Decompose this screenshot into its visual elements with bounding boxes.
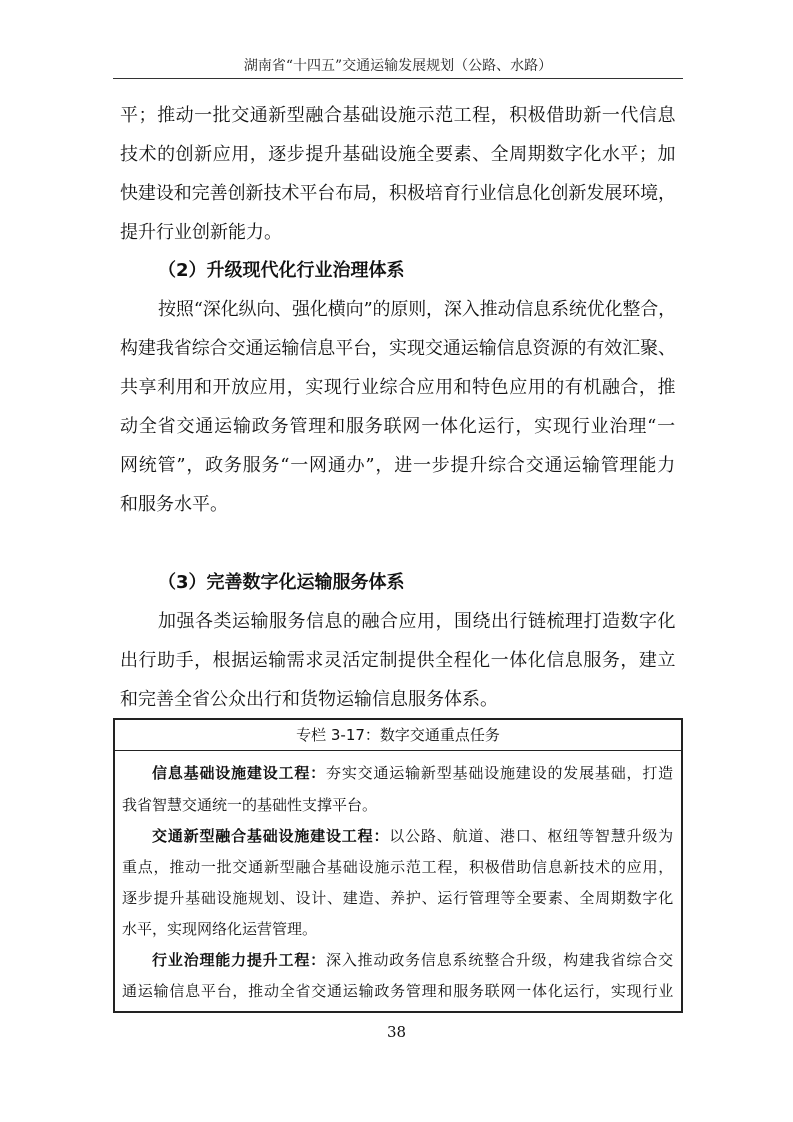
running-header: 湖南省“十四五”交通运输发展规划（公路、水路） — [243, 58, 553, 74]
item-label: 信息基础设施建设工程： — [152, 764, 326, 782]
text-line: 和服务水平。 — [120, 494, 228, 515]
header-rule — [113, 78, 683, 79]
box-line — [152, 763, 674, 783]
item-text: 深入推动政务信息系统整合升级，构建我省综合交 — [326, 951, 674, 969]
text-line: 出行助手，根据运输需求灵活定制提供全程化一体化信息服务，建立 — [120, 650, 676, 671]
text-line: 构建我省综合交通运输信息平台，实现交通运输信息资源的有效汇聚、 — [120, 338, 676, 359]
text-line: 提升行业创新能力。 — [120, 222, 282, 243]
section-heading: （3）完善数字化运输服务体系 — [158, 572, 405, 593]
item-label: 行业治理能力提升工程： — [152, 951, 326, 969]
box-line — [152, 950, 674, 970]
text-line: 平；推动一批交通新型融合基础设施示范工程，积极借助新一代信息 — [120, 105, 676, 126]
text-line: 和完善全省公众出行和货物运输信息服务体系。 — [120, 689, 498, 710]
item-label: 交通新型融合基础设施建设工程： — [152, 827, 390, 845]
box-line: 我省智慧交通统一的基础性支撑平台。 — [122, 796, 378, 814]
box-line — [152, 826, 674, 846]
text-line: 技术的创新应用，逐步提升基础设施全要素、全周期数字化水平；加 — [120, 144, 676, 165]
text-line: 网统管”，政务服务“一网通办”，进一步提升综合交通运输管理能力 — [120, 455, 676, 476]
text-line: 动全省交通运输政务管理和服务联网一体化运行，实现行业治理“一 — [120, 416, 676, 437]
box-line: 逐步提升基础设施规划、设计、建造、养护、运行管理等全要素、全周期数字化 — [122, 889, 674, 907]
text-line: 加强各类运输服务信息的融合应用，围绕出行链梳理打造数字化 — [158, 611, 676, 632]
page-number: 38 — [386, 1023, 407, 1041]
text-line: 共享利用和开放应用，实现行业综合应用和特色应用的有机融合，推 — [120, 377, 676, 398]
box-title: 专栏 3-17：数字交通重点任务 — [115, 720, 681, 751]
box-line: 重点，推动一批交通新型融合基础设施示范工程，积极借助信息新技术的应用， — [122, 858, 674, 876]
box-line: 水平，实现网络化运营管理。 — [122, 920, 318, 938]
feature-box — [113, 718, 683, 1013]
item-text: 夯实交通运输新型基础设施建设的发展基础，打造 — [326, 764, 674, 782]
box-line: 通运输信息平台，推动全省交通运输政务管理和服务联网一体化运行，实现行业 — [122, 982, 674, 1000]
text-line: 快建设和完善创新技术平台布局，积极培育行业信息化创新发展环境， — [120, 183, 676, 204]
item-text: 以公路、航道、港口、枢纽等智慧升级为 — [389, 827, 674, 845]
text-line: 按照“深化纵向、强化横向”的原则，深入推动信息系统优化整合， — [158, 299, 676, 320]
section-heading: （2）升级现代化行业治理体系 — [158, 260, 405, 281]
